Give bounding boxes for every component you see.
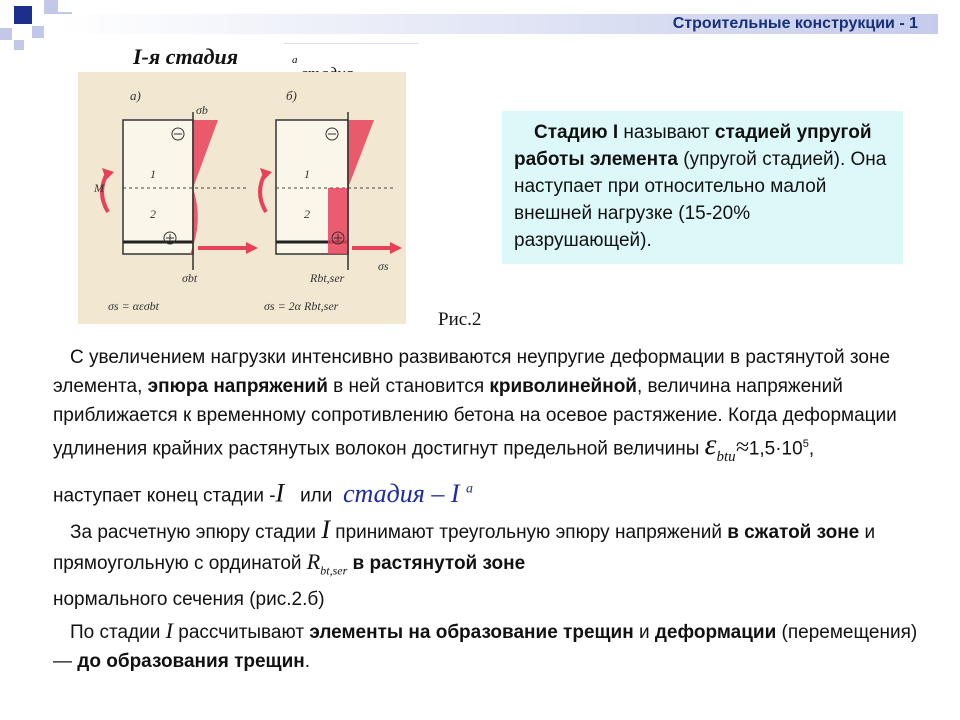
paragraph-1-end	[53, 474, 933, 511]
p1-stage-ia-text: стадия – I	[342, 478, 460, 508]
section-2-a: 2	[150, 207, 156, 221]
p2-bold-2: в растянутой зоне	[352, 552, 526, 574]
p1-text-6: или	[300, 485, 333, 507]
p1-text-1: С увеличением нагрузки интенсивно развиваются неупругие деформации в растянутой зоне элемента,	[53, 347, 891, 397]
p2-text-3: и прямоугольную с ординатой	[53, 521, 876, 574]
p1-text-4: ,	[808, 438, 815, 460]
rbt-ser-b: Rbt,ser	[310, 271, 345, 285]
p3-bold-2: деформации	[654, 622, 777, 644]
p1-bold-1: эпюра напряжений	[147, 376, 328, 397]
limit-value: 1,5·10	[748, 438, 803, 460]
p1-text-5: наступает конец стадии -	[53, 485, 276, 507]
formula-a: σs = αεσbt	[108, 299, 159, 313]
p2-text-4: нормального сечения (рис.2.б)	[53, 589, 325, 611]
section-2-b: 2	[304, 207, 310, 221]
p3-text-3: и	[633, 622, 655, 644]
p2-text-1: За расчетную эпюру стадии	[70, 521, 322, 543]
p3-stage-i: I	[165, 618, 173, 644]
p1-text-2: в ней становится	[327, 376, 490, 397]
p2-stage-i: I	[321, 514, 330, 544]
p3-bold-3: до образования трещин	[77, 651, 305, 673]
p3-bold-1: элементы на образование трещин	[309, 622, 634, 644]
p1-stage-ia-sup: а	[465, 481, 473, 497]
approx-sign: ≈	[735, 434, 749, 461]
epsilon-symbol	[704, 428, 736, 466]
paragraph-3	[53, 616, 933, 676]
sigma-b-a: σb	[196, 103, 208, 117]
label-a: а)	[130, 88, 141, 103]
callout-text-1: называют	[618, 122, 715, 143]
formula-b: σs = 2α Rbt,ser	[264, 299, 339, 313]
figure-caption: Рис.2	[438, 309, 482, 330]
stress-diagram-figure	[78, 72, 406, 324]
p3-text-4: (перемещения) —	[53, 622, 918, 673]
p1-bold-2: криволинейной	[489, 376, 637, 397]
label-b: б)	[286, 88, 297, 103]
p3-text-5: .	[304, 651, 311, 673]
p3-text-2: рассчитывают	[172, 622, 310, 644]
limit-exponent: 5	[802, 438, 809, 450]
r-sub: bt,ser	[320, 563, 348, 578]
sigma-s-b: σs	[378, 259, 389, 273]
paragraph-2	[53, 515, 933, 614]
epsilon-char: ε	[704, 428, 717, 462]
p1-stage-ia	[343, 479, 473, 508]
section-1-a: 1	[150, 167, 156, 181]
sigma-bt-a: σbt	[182, 271, 198, 285]
header-title: Строительные конструкции - 1	[672, 15, 918, 32]
r-char: R	[306, 548, 321, 574]
paragraph-1	[53, 343, 933, 472]
callout-text-2: (упругой стадией). Она наступает при относительно малой внешней нагрузке (15-20% разрушающей).	[514, 149, 887, 251]
callout-bold-2: стадией упругой работы элемента	[514, 122, 872, 170]
p1-text-3: , величина напряжений приближается к временному сопротивлению бетона на осевое растяжение. Когда деформации удлинения крайних растянутых волокон достигнут предельной величины	[53, 376, 897, 460]
stage-sub-sup: а	[292, 54, 298, 66]
p2-bold-1: в сжатой зоне	[727, 521, 860, 543]
p2-text-2: принимают треугольную эпюру напряжений	[330, 521, 728, 543]
section-1-b: 1	[304, 167, 310, 181]
p3-text-1: По стадии	[70, 622, 166, 644]
callout-bold-1: Стадию I	[534, 122, 619, 143]
moment-label-a: M	[94, 181, 104, 195]
beam-a	[123, 120, 193, 254]
body-text	[53, 343, 933, 676]
stage-title: I-я стадия	[133, 44, 239, 69]
definition-callout	[502, 111, 903, 264]
p1-stage-i: I	[275, 478, 285, 508]
r-symbol	[306, 548, 348, 578]
epsilon-sub: btu	[716, 449, 736, 466]
